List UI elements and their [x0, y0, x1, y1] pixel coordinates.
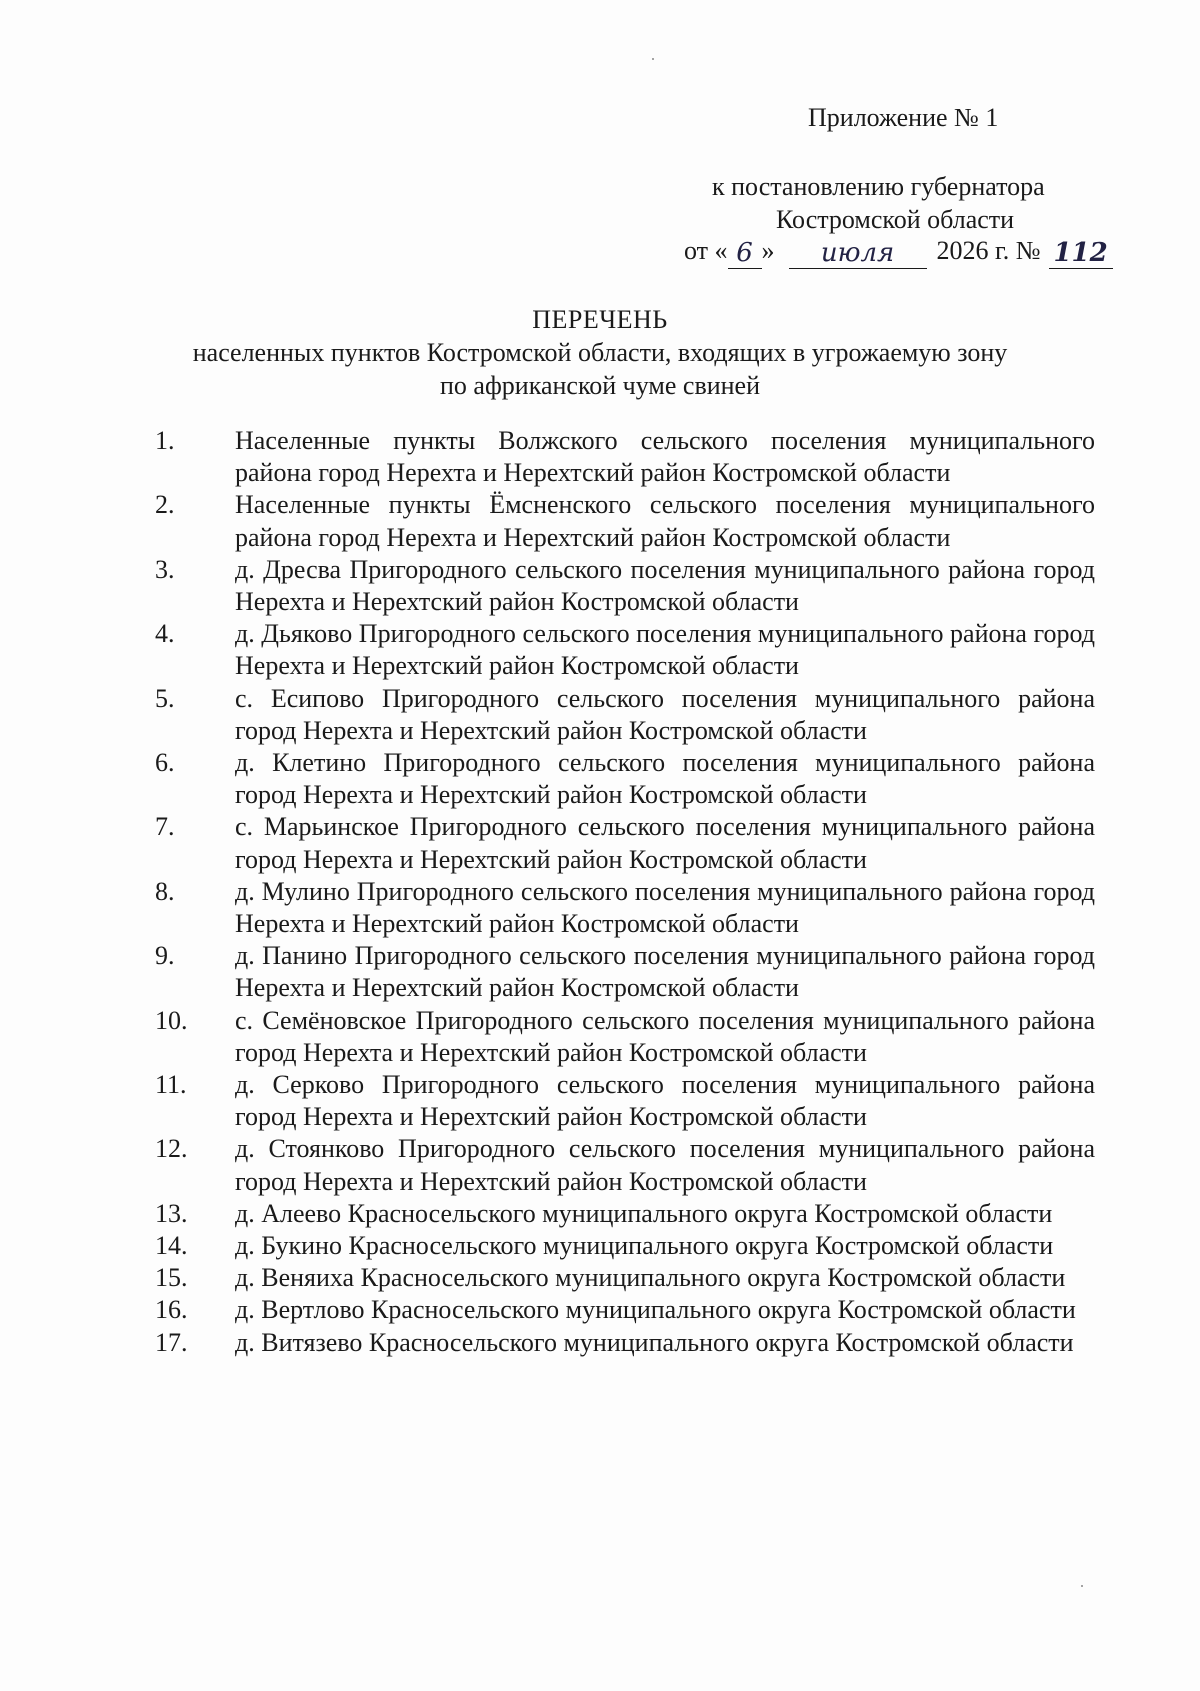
- list-item-number: 11.: [155, 1070, 187, 1100]
- list-item-text: с. Есипово Пригородного сельского поселения муниципального района город Нерехта и Нерехтский район Костромской области: [235, 683, 1095, 745]
- settlements-list: [155, 425, 1095, 1359]
- list-item-number: 3.: [155, 554, 175, 584]
- title-line2: по африканской чуме свиней: [440, 371, 760, 400]
- list-item: [155, 683, 1095, 747]
- title-main: ПЕРЕЧЕНЬ: [532, 305, 668, 334]
- list-item-number: 10.: [155, 1005, 188, 1035]
- list-item: [155, 1230, 1095, 1262]
- list-item-text: д. Мулино Пригородного сельского поселения муниципального района город Нерехта и Нерехтский район Костромской области: [235, 876, 1095, 939]
- list-item-number: 2.: [155, 490, 175, 520]
- list-item: [155, 1005, 1095, 1069]
- handwritten-month: июля: [789, 238, 927, 269]
- list-item-number: 6.: [155, 748, 175, 778]
- list-item-text: Населенные пункты Ёмсненского сельского поселения муниципального района город Нерехта и Нерехтский район Костромской области: [235, 490, 1095, 552]
- document-title: [0, 303, 1200, 402]
- list-item: [155, 1069, 1095, 1133]
- list-item: [155, 489, 1095, 553]
- list-item: [155, 1294, 1095, 1326]
- list-item-number: 7.: [155, 812, 175, 842]
- list-item-text: д. Вертлово Красносельского муниципального округа Костромской области: [235, 1295, 1076, 1325]
- list-item-text: д. Дресва Пригородного сельского поселения муниципального района город Нерехта и Нерехтский район Костромской области: [235, 554, 1095, 617]
- list-item-number: 8.: [155, 876, 175, 906]
- list-item-number: 4.: [155, 619, 175, 649]
- list-item: [155, 1133, 1095, 1197]
- list-item-number: 15.: [155, 1263, 188, 1293]
- decree-reference: [672, 170, 1092, 236]
- list-item: [155, 554, 1095, 618]
- list-item-text: с. Семёновское Пригородного сельского поселения муниципального района город Нерехта и Нерехтский район Костромской области: [235, 1005, 1095, 1067]
- decree-date-line: [684, 236, 1113, 267]
- list-item-number: 17.: [155, 1327, 188, 1357]
- list-item-number: 13.: [155, 1198, 188, 1228]
- list-item: [155, 618, 1095, 682]
- list-item: [155, 425, 1095, 489]
- date-year-label: 2026 г. №: [936, 236, 1041, 265]
- list-item-text: д. Панино Пригородного сельского поселения муниципального района город Нерехта и Нерехтский район Костромской области: [235, 941, 1095, 1003]
- scan-speck: [652, 58, 654, 60]
- list-item: [155, 876, 1095, 940]
- list-item: [155, 1327, 1095, 1359]
- list-item-number: 16.: [155, 1295, 188, 1325]
- list-item-number: 9.: [155, 941, 175, 971]
- list-item-text: с. Марьинское Пригородного сельского поселения муниципального района город Нерехта и Нерехтский район Костромской области: [235, 812, 1095, 874]
- handwritten-number: 112: [1049, 238, 1113, 269]
- handwritten-day: 6: [728, 238, 762, 269]
- list-item-text: д. Витязево Красносельского муниципального округа Костромской области: [235, 1327, 1074, 1357]
- list-item: [155, 811, 1095, 875]
- decree-reference-line2: Костромской области: [776, 205, 1015, 234]
- list-item-text: д. Дьяково Пригородного сельского поселения муниципального района город Нерехта и Нерехтский район Костромской области: [235, 619, 1095, 681]
- list-item-text: д. Алеево Красносельского муниципального округа Костромской области: [235, 1198, 1053, 1228]
- list-item-number: 5.: [155, 683, 175, 713]
- list-item-text: Населенные пункты Волжского сельского поселения муниципального района город Нерехта и Нерехтский район Костромской области: [235, 426, 1095, 488]
- list-item: [155, 1262, 1095, 1294]
- list-item-number: 14.: [155, 1231, 188, 1261]
- date-prefix: от «: [684, 236, 728, 265]
- date-quote-close: »: [761, 236, 775, 265]
- list-item: [155, 747, 1095, 811]
- list-item: [155, 940, 1095, 1004]
- list-item-text: д. Веняиха Красносельского муниципального округа Костромской области: [235, 1263, 1066, 1293]
- list-item-text: д. Клетино Пригородного сельского поселения муниципального района город Нерехта и Нерехтский район Костромской области: [235, 748, 1095, 810]
- list-item-number: 12.: [155, 1134, 188, 1164]
- scan-speck: [1081, 1585, 1083, 1587]
- list-item-number: 1.: [155, 426, 175, 455]
- list-item: [155, 1198, 1095, 1230]
- list-item-text: д. Букино Красносельского муниципального округа Костромской области: [235, 1231, 1054, 1261]
- appendix-label: Приложение № 1: [808, 103, 999, 132]
- title-line1: населенных пунктов Костромской области, входящих в угрожаемую зону: [192, 338, 1008, 367]
- decree-reference-line1: к постановлению губернатора: [712, 172, 1045, 201]
- list-item-text: д. Стоянково Пригородного сельского поселения муниципального района город Нерехта и Нерехтский район Костромской области: [235, 1134, 1095, 1196]
- list-item-text: д. Серково Пригородного сельского поселения муниципального района город Нерехта и Нерехтский район Костромской области: [235, 1070, 1095, 1132]
